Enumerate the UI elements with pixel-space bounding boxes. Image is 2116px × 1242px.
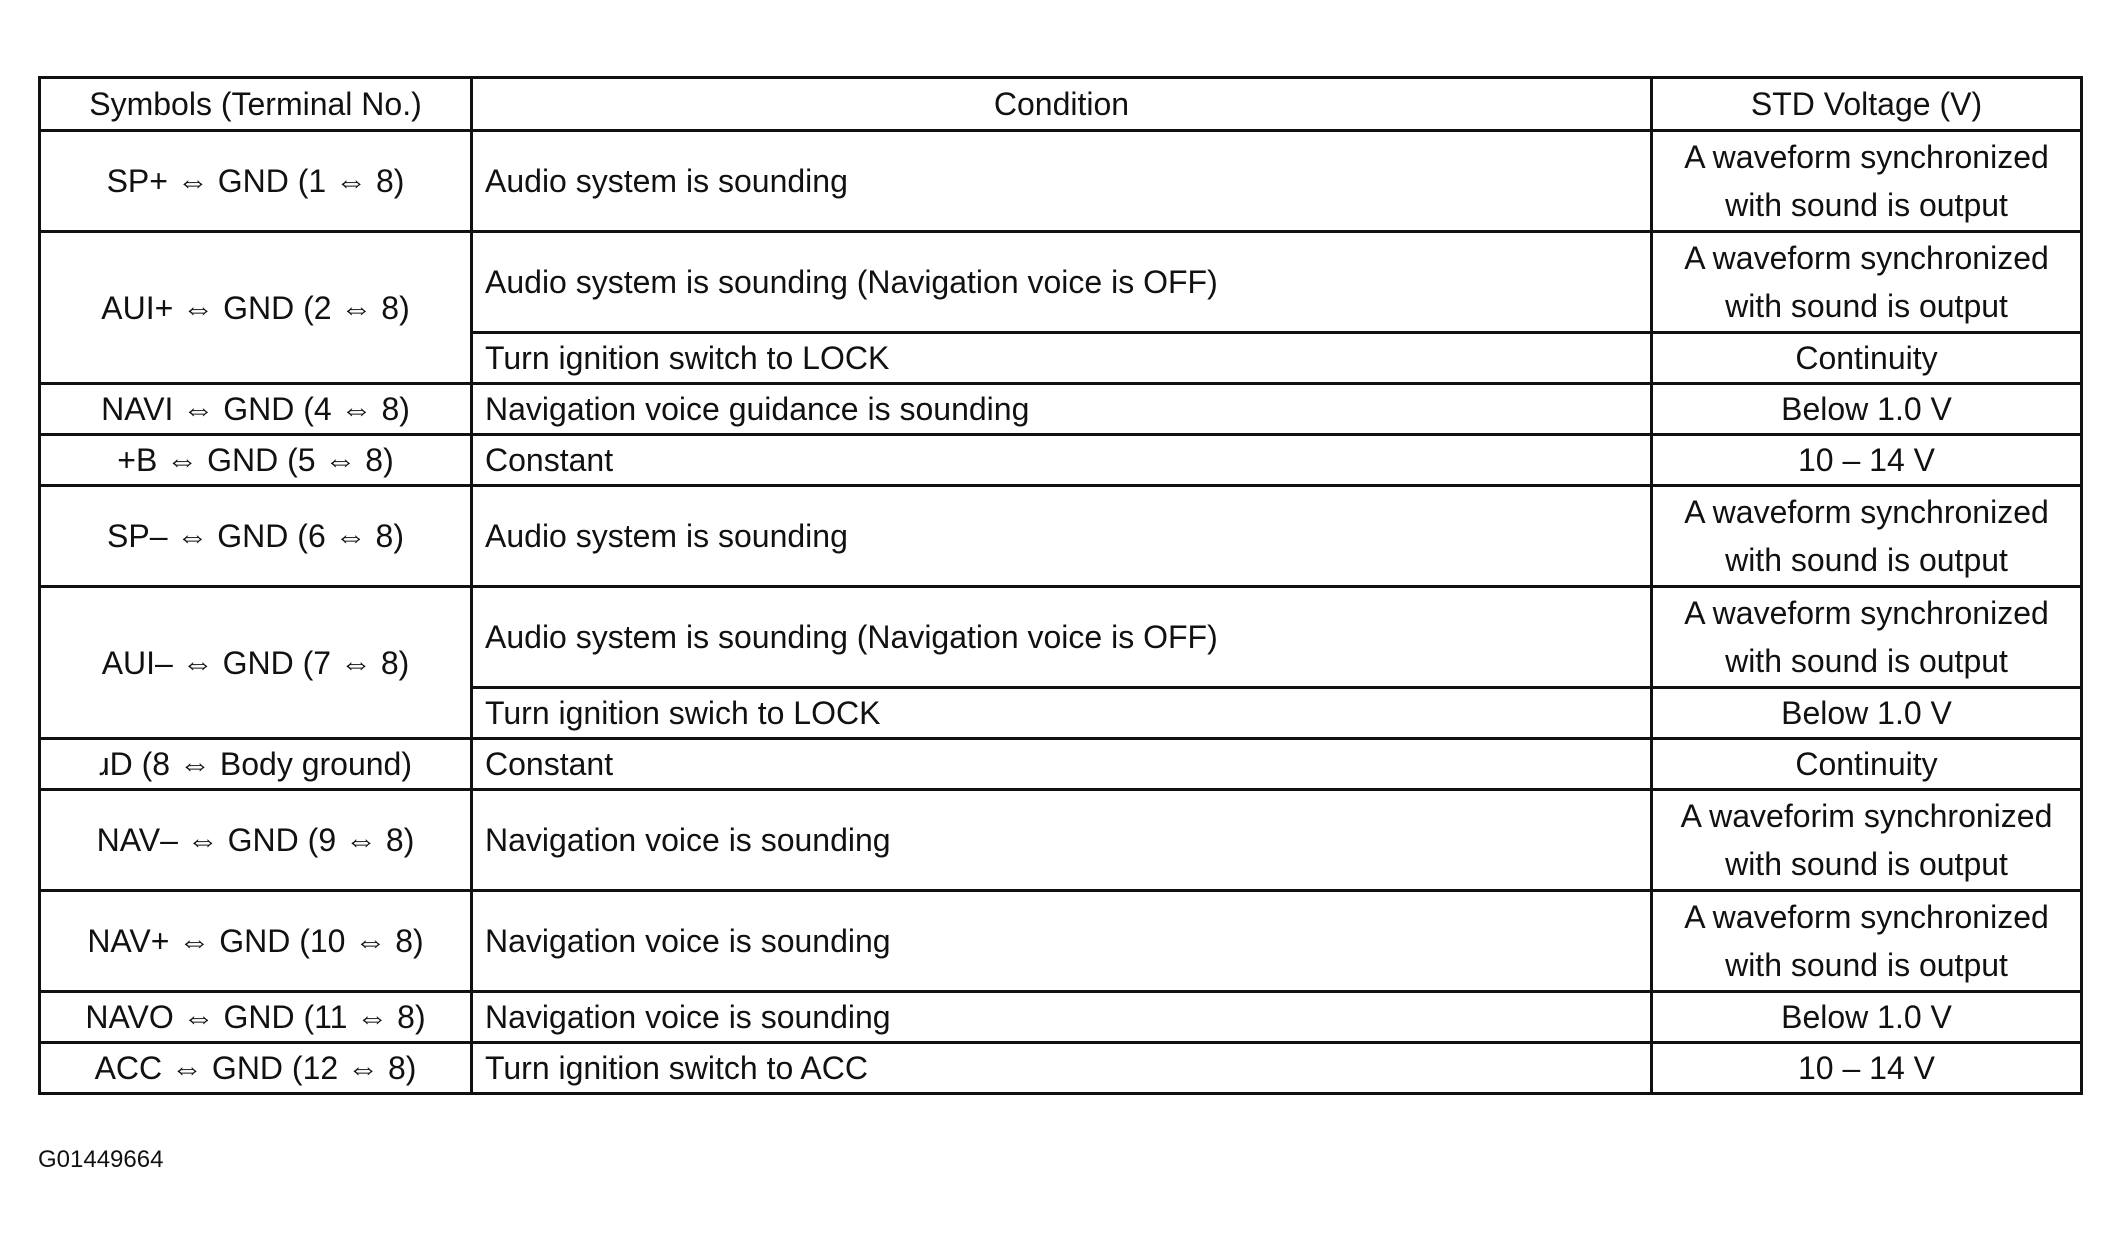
- voltage-cell: Below 1.0 V: [1652, 384, 2082, 435]
- condition-cell: Navigation voice is sounding: [472, 891, 1652, 992]
- condition-cell: Audio system is sounding: [472, 486, 1652, 587]
- voltage-cell: Continuity: [1652, 333, 2082, 384]
- symbol-cell: AUI– ⇔ GND (7 ⇔ 8): [40, 587, 472, 739]
- voltage-cell: A waveform synchronized with sound is output: [1652, 891, 2082, 992]
- header-symbols: Symbols (Terminal No.): [40, 78, 472, 131]
- header-condition: Condition: [472, 78, 1652, 131]
- voltage-cell: 10 – 14 V: [1652, 1043, 2082, 1094]
- table-row: [40, 435, 2082, 486]
- condition-cell: Navigation voice is sounding: [472, 790, 1652, 891]
- voltage-cell: A waveform synchronized with sound is output: [1652, 232, 2082, 333]
- condition-cell: Turn ignition swich to LOCK: [472, 688, 1652, 739]
- condition-cell: Audio system is sounding (Navigation voice is OFF): [472, 587, 1652, 688]
- voltage-cell: A waveform synchronized with sound is output: [1652, 587, 2082, 688]
- condition-cell: Turn ignition switch to LOCK: [472, 333, 1652, 384]
- symbol-cell: ɹD (8 ⇔ Body ground): [40, 739, 472, 790]
- voltage-cell: Continuity: [1652, 739, 2082, 790]
- table-row: [40, 992, 2082, 1043]
- symbol-cell: ACC ⇔ GND (12 ⇔ 8): [40, 1043, 472, 1094]
- table-row: [40, 131, 2082, 232]
- table-row: [40, 486, 2082, 587]
- condition-cell: Navigation voice is sounding: [472, 992, 1652, 1043]
- table-row: [40, 790, 2082, 891]
- symbol-cell: NAVO ⇔ GND (11 ⇔ 8): [40, 992, 472, 1043]
- voltage-cell: A waveforim synchronized with sound is output: [1652, 790, 2082, 891]
- header-std-voltage: STD Voltage (V): [1652, 78, 2082, 131]
- condition-cell: Navigation voice guidance is sounding: [472, 384, 1652, 435]
- table-row: [40, 739, 2082, 790]
- table-row: [40, 1043, 2082, 1094]
- voltage-cell: A waveform synchronized with sound is output: [1652, 131, 2082, 232]
- symbol-cell: AUI+ ⇔ GND (2 ⇔ 8): [40, 232, 472, 384]
- symbol-cell: SP+ ⇔ GND (1 ⇔ 8): [40, 131, 472, 232]
- voltage-cell: A waveform synchronized with sound is output: [1652, 486, 2082, 587]
- terminal-voltage-table: [38, 76, 2083, 1095]
- condition-cell: Constant: [472, 739, 1652, 790]
- condition-cell: Turn ignition switch to ACC: [472, 1043, 1652, 1094]
- symbol-cell: NAVI ⇔ GND (4 ⇔ 8): [40, 384, 472, 435]
- voltage-cell: Below 1.0 V: [1652, 992, 2082, 1043]
- symbol-cell: NAV+ ⇔ GND (10 ⇔ 8): [40, 891, 472, 992]
- table-header-row: [40, 78, 2082, 131]
- symbol-cell: SP– ⇔ GND (6 ⇔ 8): [40, 486, 472, 587]
- table-row: [40, 891, 2082, 992]
- voltage-cell: 10 – 14 V: [1652, 435, 2082, 486]
- condition-cell: Constant: [472, 435, 1652, 486]
- symbol-cell: NAV– ⇔ GND (9 ⇔ 8): [40, 790, 472, 891]
- table-row: [40, 587, 2082, 688]
- condition-cell: Audio system is sounding: [472, 131, 1652, 232]
- symbol-cell: +B ⇔ GND (5 ⇔ 8): [40, 435, 472, 486]
- condition-cell: Audio system is sounding (Navigation voice is OFF): [472, 232, 1652, 333]
- table-row: [40, 384, 2082, 435]
- voltage-cell: Below 1.0 V: [1652, 688, 2082, 739]
- table-row: [40, 232, 2082, 333]
- figure-id: G01449664: [38, 1146, 164, 1173]
